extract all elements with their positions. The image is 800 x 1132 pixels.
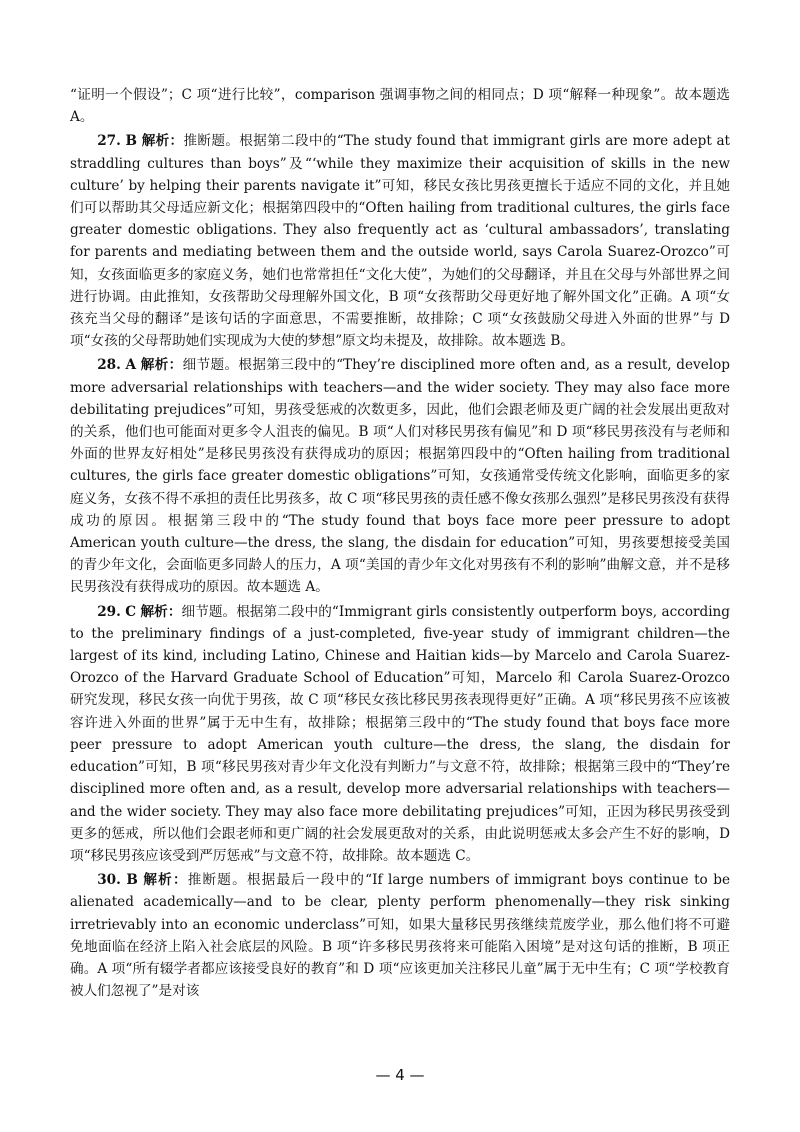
answer-paragraph-29 [70,601,730,867]
answer-letter: B [125,133,138,150]
answer-paragraph-28 [70,354,730,598]
analysis-text: 推断题。根据最后一段中的“If large numbers of immigrant boys continue to be alienated academically—and to be clear, plenty perform phenomenally—they risk sinking irretrievably into an economic underclass”可知，如果大量移民男孩继续荒废学业，那么他们将不可避免地面临在经济上陷入社会底层的风险。B 项“许多移民男孩将来可能陷入困境”是对这句话的推断，B 项正确。A 项“所有辍学者都应该接受良好的教育”和 D 项“应该更加关注移民儿童”属于无中生有；C 项“学校教育被人们忽视了”是对该 [70,872,730,1000]
analysis-tag: 解析： [143,872,188,889]
intro-paragraph: “证明一个假设”；C 项“进行比较”，comparison 强调事物之间的相同点；D 项“解释一种现象”。故本题选 A。 [70,87,730,126]
question-number: 29. [97,603,121,620]
answer-letter: C [125,603,137,620]
question-number: 30. [97,872,121,889]
page-number: — 4 — [375,1066,425,1084]
analysis-text: 推断题。根据第二段中的“The study found that immigrant girls are more adept at straddling cultures than boys”及“‘while they maximize their acquisition of skills in the new culture’ by helping their parents navigate it”可知，移民女孩比男孩更擅长于适应不同的文化，并且她们可以帮助其父母适应新文化；根据第四段中的“Often hailing from traditional cultures, the girls face greater domestic obligations. They also frequently act as ‘cultural ambassadors’, translating for parents and mediating between them and the outside world, says Carola Suarez-Orozco”可知，女孩面临更多的家庭义务，她们也常常担任“文化大使”，为她们的父母翻译，并且在父母与外部世界之间进行协调。由此推知，女孩帮助父母理解外国文化，B 项“女孩帮助父母更好地了解外国文化”正确。A 项“女孩充当父母的翻译”是该句话的字面意思，不需要推断，故排除；C 项“女孩鼓励父母进入外面的世界”与 D 项“女孩的父母帮助她们实现成为大使的梦想”原文均未提及，故排除。故本题选 B。 [70,133,731,350]
answer-letter: B [126,872,138,889]
answer-letter: A [125,357,137,374]
answer-paragraph-27 [70,130,730,352]
question-number: 28. [97,357,121,374]
analysis-text: 细节题。根据第三段中的“They’re disciplined more often and, as a result, develop more adversarial relationships with teachers—and the wider society. They may also face more debilitating prejudices”可知，男孩受惩戒的次数更多，因此，他们会跟老师及更广阔的社会发展出更敌对的关系，他们也可能面对更多令人沮丧的偏见。B 项“人们对移民男孩有偏见”和 D 项“移民男孩没有与老师和外面的世界友好相处”是移民男孩没有获得成功的原因；根据第四段中的“Often hailing from traditional cultures, the girls face greater domestic obligations”可知，女孩通常受传统文化影响，面临更多的家庭义务，女孩不得不承担的责任比男孩多，故 C 项“移民男孩的责任感不像女孩那么强烈”是移民男孩没有获得成功的原因。根据第三段中的“The study found that boys face more peer pressure to adopt American youth culture—the dress, the slang, the disdain for education”可知，男孩要想接受美国的青少年文化，会面临更多同龄人的压力，A 项“美国的青少年文化对男孩有不利的影响”曲解文意，并不是移民男孩没有获得成功的原因。故本题选 A。 [70,357,731,596]
question-number: 27. [97,133,121,150]
analysis-tag: 解析： [141,133,184,150]
analysis-tag: 解析： [140,357,183,374]
analysis-text: 细节题。根据第二段中的“Immigrant girls consistently outperform boys, according to the preliminary findings of a just-completed, five-year study of immigrant children—the largest of its kind, including Latino, Chinese and Haitian kids—by Marcelo and Carola Suarez-Orozco of the Harvard Graduate School of Education”可知，Marcelo 和 Carola Suarez-Orozco 研究发现，移民女孩一向优于男孩，故 C 项“移民女孩比移民男孩表现得更好”正确。A 项“移民男孩不应该被容许进入外面的世界”属于无中生有，故排除；根据第三段中的“The study found that boys face more peer pressure to adopt American youth culture—the dress, the slang, the disdain for education”可知，B 项“移民男孩对青少年文化没有判断力”与文意不符，故排除；根据第三段中的“They’re disciplined more often and, as a result, develop more adversarial relationships with teachers—and the wider society. They may also face more debilitating prejudices”可知，正因为移民男孩受到更多的惩戒，所以他们会跟老师和更广阔的社会发展更敌对的关系，由此说明惩戒太多会产生不好的影响，D 项“移民男孩应该受到严厉惩戒”与文意不符，故排除。故本题选 C。 [70,603,731,864]
answer-paragraph-30 [70,869,730,1002]
analysis-tag: 解析： [140,603,182,620]
